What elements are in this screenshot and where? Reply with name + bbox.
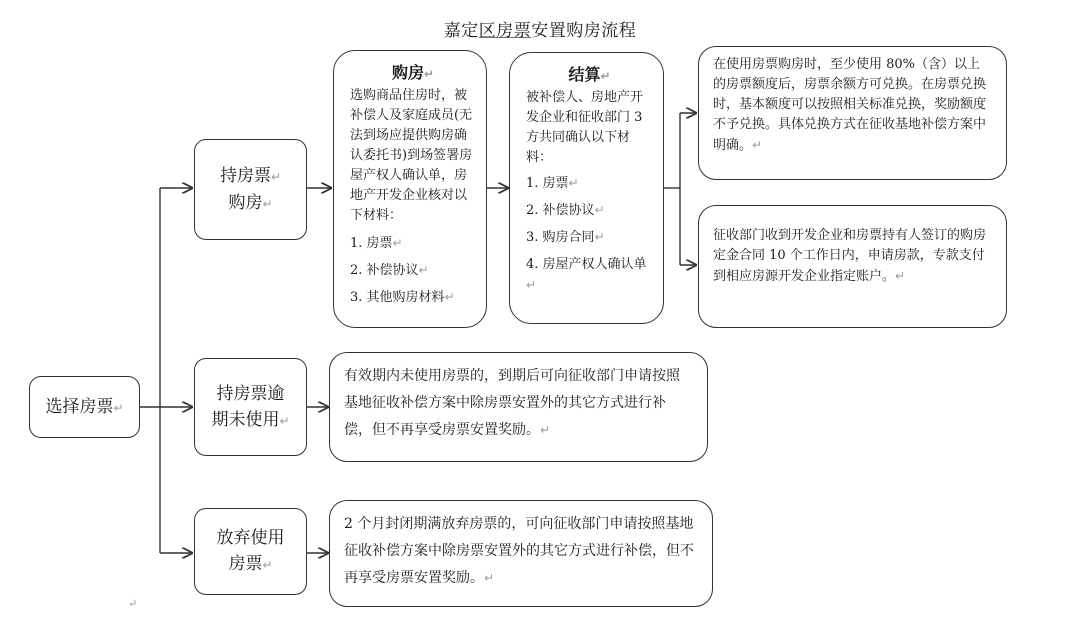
abandon-node	[194, 508, 307, 595]
overdue-node	[194, 358, 307, 456]
hold-line1: 持房票	[219, 165, 271, 186]
title-post: 安置购房流程	[531, 21, 637, 41]
paragraph-mark: ↵	[568, 176, 579, 190]
purchase-box	[333, 50, 487, 328]
paragraph-mark: ↵	[423, 67, 435, 81]
paragraph-mark: ↵	[752, 138, 763, 152]
purchase-heading: 购房	[391, 63, 424, 82]
settle-heading: 结算	[568, 65, 601, 84]
paragraph-mark: ↵	[526, 278, 537, 292]
paragraph-mark: ↵	[279, 413, 290, 428]
note-abandon-box	[329, 500, 713, 607]
title-pre: 嘉定	[443, 21, 479, 41]
overdue-line2: 期未使用	[211, 409, 280, 430]
note-pay-text: 征收部门收到开发企业和房票持有人签订的购房定金合同 10 个工作日内，申请房款，专款支付到相应房源开发企业指定账户。	[713, 228, 987, 284]
paragraph-mark: ↵	[600, 69, 611, 83]
paragraph-mark: ↵	[540, 423, 551, 437]
paragraph-mark: ↵	[895, 269, 906, 283]
paragraph-mark: ↵	[270, 169, 282, 184]
note-overdue-box	[329, 352, 708, 462]
root-node	[29, 376, 140, 438]
settle-body: 被补偿人、房地产开发企业和征收部门 3 方共同确认以下材料：	[526, 90, 644, 165]
settle-item: 2. 补偿协议	[526, 203, 595, 218]
paragraph-mark: ↵	[418, 263, 429, 277]
settle-item: 3. 购房合同	[526, 230, 595, 245]
abandon-line1: 放弃使用	[216, 528, 285, 548]
settle-item: 4. 房屋产权人确认单	[526, 257, 647, 272]
hold-node	[194, 139, 307, 240]
title-underlined: 区房票	[478, 21, 532, 41]
paragraph-mark: ↵	[262, 196, 273, 211]
note-use-box	[698, 46, 1007, 180]
hold-line2: 购房	[228, 192, 263, 213]
paragraph-mark: ↵	[444, 290, 455, 304]
paragraph-mark: ↵	[113, 400, 124, 415]
paragraph-mark: ↵	[594, 203, 605, 217]
note-overdue-text: 有效期内未使用房票的，到期后可向征收部门申请按照基地征收补偿方案中除房票安置外的其它方式进行补偿，但不再享受房票安置奖励。	[344, 368, 680, 438]
paragraph-mark: ↵	[594, 230, 605, 244]
settle-item: 1. 房票	[526, 176, 569, 191]
paragraph-mark: ↵	[262, 558, 273, 572]
root-label: 选择房票	[45, 396, 114, 417]
purchase-item: 1. 房票	[350, 236, 393, 251]
paragraph-mark: ↵	[392, 236, 403, 250]
note-use-text: 在使用房票购房时，至少使用 80%（含）以上的房票额度后，房票余额方可兑换。在房票兑换时，基本额度可以按照相关标准兑换，奖励额度不予兑换。具体兑换方式在征收基地补偿方案中明确。	[713, 57, 987, 153]
purchase-item: 3. 其他购房材料	[350, 290, 445, 305]
paragraph-mark: ↵	[484, 571, 495, 585]
overdue-line1: 持房票逾	[216, 383, 285, 404]
stray-paragraph-mark: ↵	[128, 597, 138, 610]
abandon-line2: 房票	[228, 554, 263, 574]
settle-box	[509, 52, 664, 324]
purchase-item: 2. 补偿协议	[350, 263, 419, 278]
note-pay-box	[698, 205, 1007, 328]
note-abandon-text: 2 个月封闭期满放弃房票的，可向征收部门申请按照基地征收补偿方案中除房票安置外的其它方式进行补偿，但不再享受房票安置奖励。	[344, 516, 694, 586]
page-title	[0, 16, 1080, 41]
purchase-body: 选购商品住房时，被补偿人及家庭成员(无法到场应提供购房确认委托书)到场签署房屋产权人确认单，房地产开发企业核对以下材料：	[350, 88, 473, 223]
